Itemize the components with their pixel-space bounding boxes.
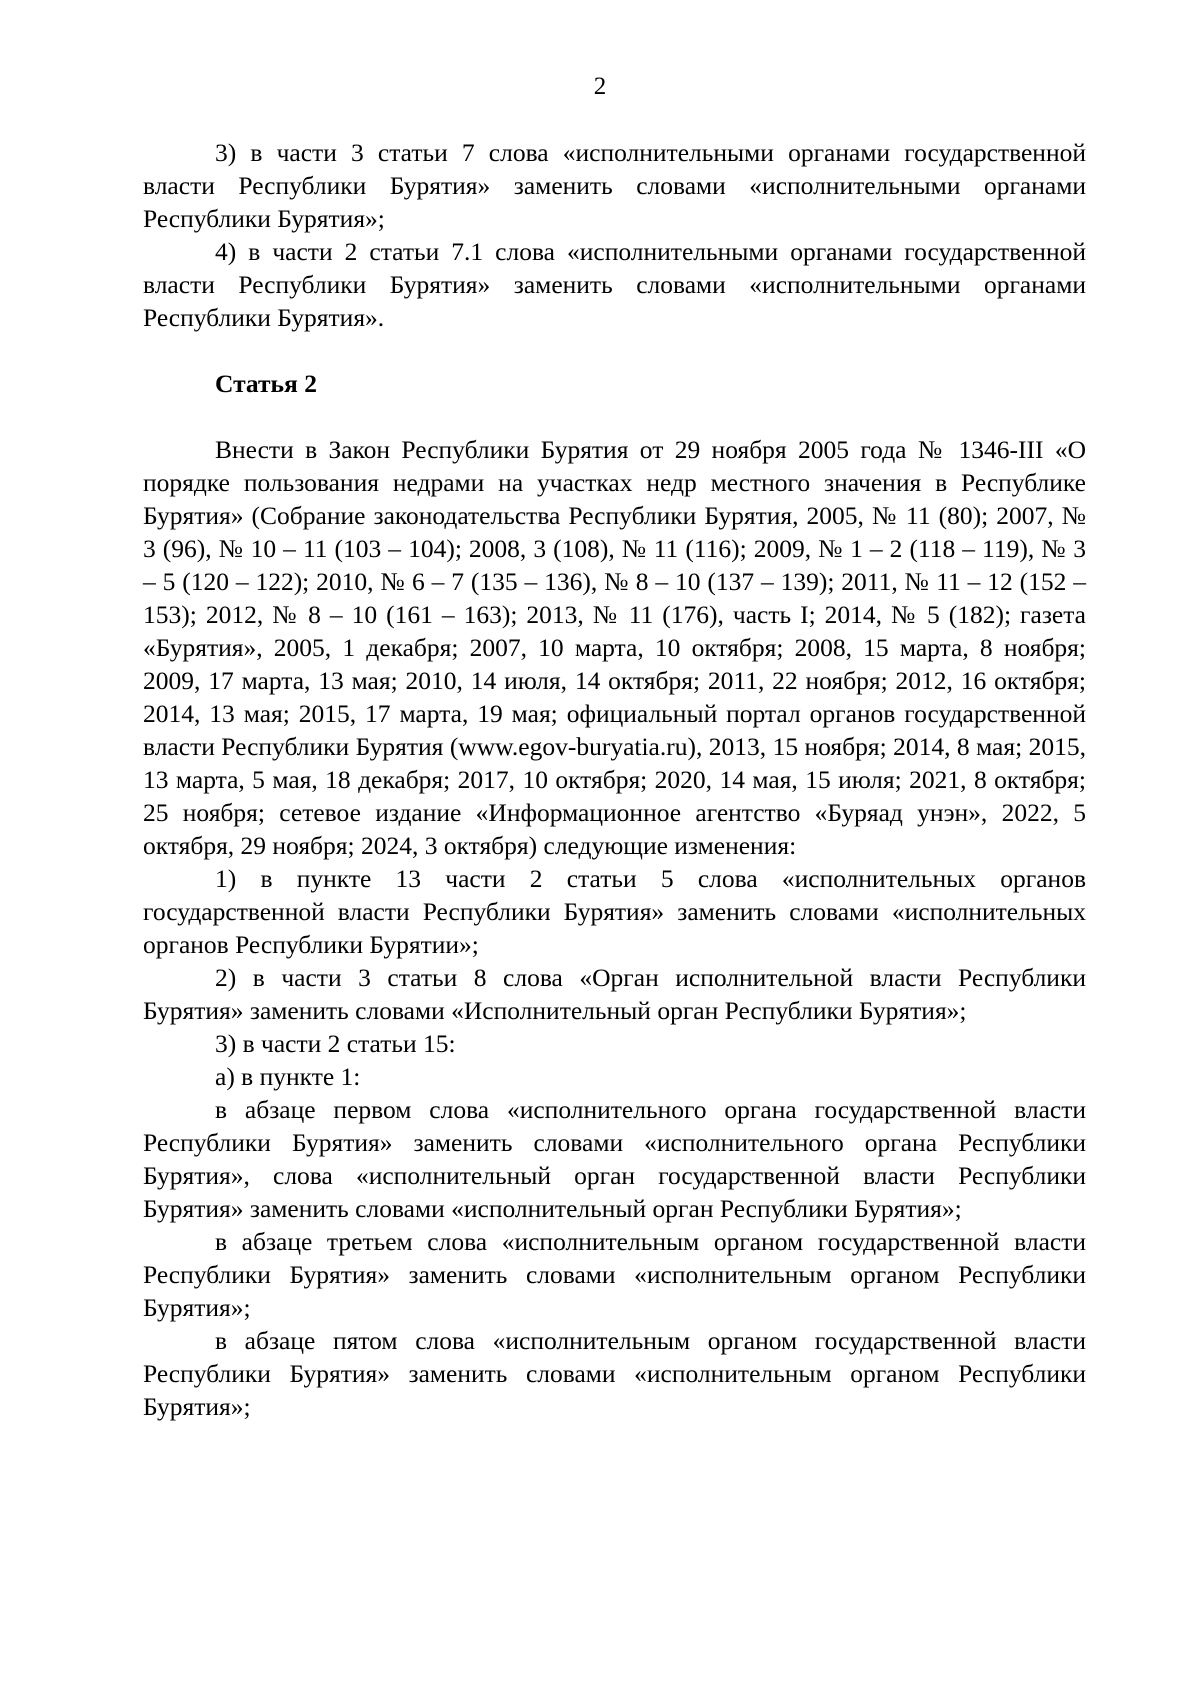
paragraph-abzac-third: в абзаце третьем слова «исполнительным органом государственной власти Республики Бурятия» заменить словами «исполнительным органом Республики Бурятия»; bbox=[143, 1227, 1086, 1322]
paragraph-abzac-fifth: в абзаце пятом слова «исполнительным органом государственной власти Республики Бурятия» заменить словами «исполнительным органом Республики Бурятия»; bbox=[143, 1326, 1086, 1421]
paragraph-amendment-intro: Внести в Закон Республики Бурятия от 29 ноября 2005 года № 1346-III «О порядке пользования недрами на участках недр местного значения в Республике Бурятия» (Собрание законодательства Республики Бурятия, 2005, № 11 (80); 2007, № 3 (96), № 10 – 11 (103 – 104); 2008, 3 (108), № 11 (116); 2009, № 1 – 2 (118 – 119), № 3 – 5 (120 – 122); 2010, № 6 – 7 (135 – 136), № 8 – 10 (137 – 139); 2011, № 11 – 12 (152 – 153); 2012, № 8 – 10 (161 – 163); 2013, № 11 (176), часть I; 2014, № 5 (182); газета «Бурятия», 2005, 1 декабря; 2007, 10 марта, 10 октября; 2008, 15 марта, 8 ноября; 2009, 17 марта, 13 мая; 2010, 14 июля, 14 октября; 2011, 22 ноября; 2012, 16 октября; 2014, 13 мая; 2015, 17 марта, 19 мая; официальный портал органов государственной власти Республики Бурятия (www.egov-buryatia.ru), 2013, 15 ноября; 2014, 8 мая; 2015, 13 марта, 5 мая, 18 декабря; 2017, 10 октября; 2020, 14 мая, 15 июля; 2021, 8 октября; 25 ноября; сетевое издание «Информационное агентство «Буряад унэн», 2022, 5 октября, 29 ноября; 2024, 3 октября) следующие изменения: bbox=[143, 435, 1086, 860]
document-body bbox=[143, 136, 1086, 1423]
paragraph-item-1: 1) в пункте 13 части 2 статьи 5 слова «исполнительных органов государственной власти Республики Бурятия» заменить словами «исполнительных органов Республики Бурятии»; bbox=[143, 864, 1086, 959]
paragraph-item-3: 3) в части 3 статьи 7 слова «исполнительными органами государственной власти Республики Бурятия» заменить словами «исполнительными органами Республики Бурятия»; bbox=[143, 138, 1086, 233]
paragraph-item-2: 2) в части 3 статьи 8 слова «Орган исполнительной власти Республики Бурятия» заменить словами «Исполнительный орган Республики Бурятия»; bbox=[143, 963, 1086, 1025]
paragraph-item-4: 4) в части 2 статьи 7.1 слова «исполнительными органами государственной власти Республики Бурятия» заменить словами «исполнительными органами Республики Бурятия». bbox=[143, 237, 1086, 332]
paragraph-item-3-article-15: 3) в части 2 статьи 15: bbox=[215, 1029, 456, 1058]
paragraph-abzac-first: в абзаце первом слова «исполнительного органа государственной власти Республики Бурятия» заменить словами «исполнительного органа Республики Бурятия», слова «исполнительный орган государственной власти Республики Бурятия» заменить словами «исполнительный орган Республики Бурятия»; bbox=[143, 1095, 1086, 1223]
page-number: 2 bbox=[593, 73, 607, 100]
paragraph-subitem-a: а) в пункте 1: bbox=[215, 1062, 361, 1091]
article-heading: Статья 2 bbox=[215, 369, 317, 398]
